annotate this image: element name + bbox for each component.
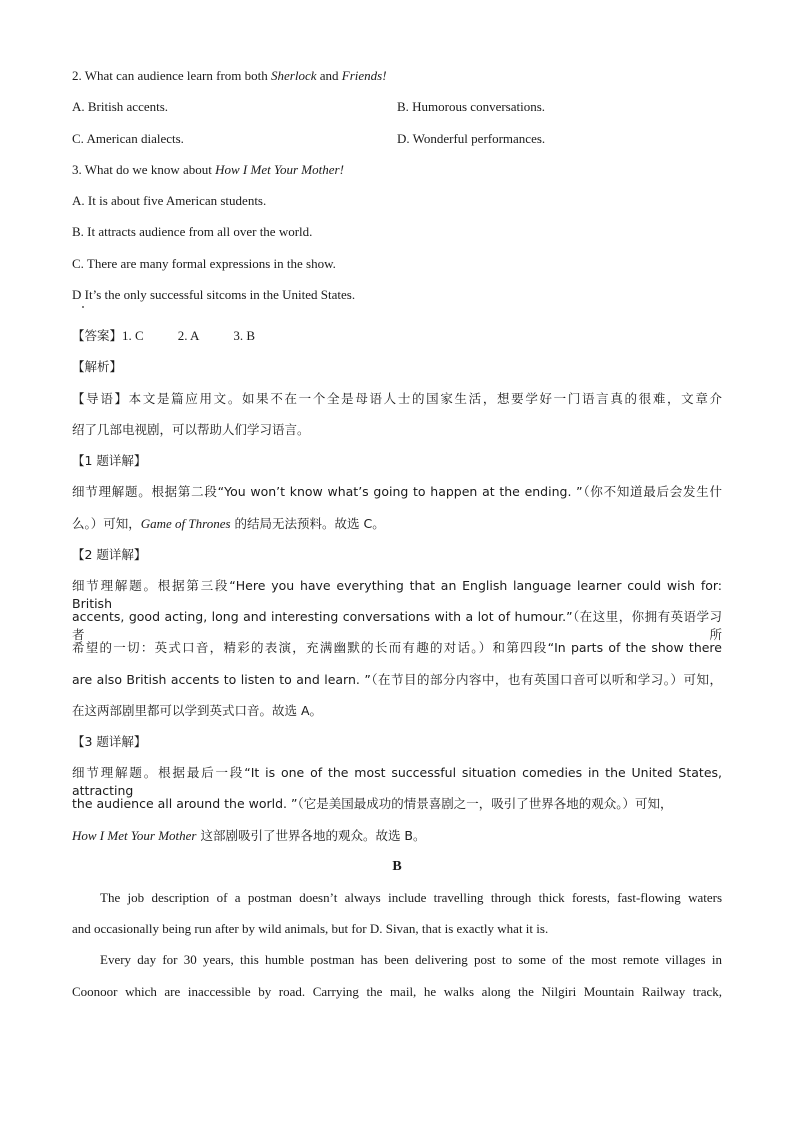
answer-3: 3. B — [233, 328, 256, 343]
section-b-p2-line-2: Coonoor which are inaccessible by road. Carrying the mail, he walks along the Nilgiri Mountain Railway track, — [72, 984, 722, 999]
answer-label: 【答案】 — [72, 328, 123, 343]
q2-stem-title-2: Friends! — [341, 68, 387, 83]
detail-3-line-3 — [72, 827, 722, 845]
detail-2-line-4: are also British accents to listen to and learn. ”（在节目的部分内容中，也有英国口音可以听和学习。）可知， — [72, 672, 722, 687]
detail-1-line-2 — [72, 515, 722, 533]
detail-3-line-1: 细节理解题。根据最后一段“It is one of the most successful situation comedies in the United States, attracting — [72, 765, 722, 798]
question-2-stem — [72, 67, 722, 85]
stray-dot-mark — [82, 306, 84, 308]
section-b-p2-line-1: Every day for 30 years, this humble postman has been delivering post to some of the most remote villages in — [100, 952, 722, 967]
detail-2-line-1: 细节理解题。根据第三段“Here you have everything that an English language learner could wish for: British — [72, 578, 722, 611]
question-3-stem — [72, 161, 722, 179]
section-b-p1-line-2: and occasionally being run after by wild animals, but for D. Sivan, that is exactly what it is. — [72, 921, 549, 936]
section-b-heading: B — [392, 859, 402, 874]
detail-3-label: 【3 题详解】 — [72, 734, 147, 749]
answer-line — [72, 327, 722, 345]
detail-3-show-title: How I Met Your Mother — [72, 828, 197, 843]
q2-option-c: C. American dialects. — [72, 131, 184, 146]
q2-stem-prefix: 2. What can audience learn from both — [72, 68, 272, 83]
section-b-p1-line-1: The job description of a postman doesn’t always include travelling through thick forests, fast-flowing waters — [100, 890, 722, 905]
detail-2-label: 【2 题详解】 — [72, 547, 147, 562]
q2-option-b: B. Humorous conversations. — [397, 99, 546, 114]
q3-option-d: D It’s the only successful sitcoms in the United States. — [72, 287, 356, 302]
detail-2-line-5: 在这两部剧里都可以学到英式口音。故选 A。 — [72, 703, 323, 718]
q2-stem-mid: and — [316, 68, 342, 83]
guide-line-2: 绍了几部电视剧，可以帮助人们学习语言。 — [72, 422, 310, 437]
q3-stem-title: How I Met Your Mother! — [215, 162, 344, 177]
q2-option-a: A. British accents. — [72, 99, 169, 114]
detail-3-line-3-post: 这部剧吸引了世界各地的观众。故选 B。 — [196, 828, 426, 843]
answer-1: 1. C — [122, 328, 144, 343]
detail-1-show-title: Game of Thrones — [140, 516, 231, 531]
q3-option-c: C. There are many formal expressions in the show. — [72, 256, 336, 271]
detail-1-line-2-pre: 么。）可知， — [72, 516, 141, 531]
detail-1-line-1: 细节理解题。根据第二段“You won’t know what’s going to happen at the ending. ”（你不知道最后会发生什 — [72, 484, 722, 499]
detail-3-line-2: the audience all around the world. ”（它是美国最成功的情景喜剧之一，吸引了世界各地的观众。）可知， — [72, 796, 673, 811]
q3-stem-prefix: 3. What do we know about — [72, 162, 216, 177]
guide-line-1 — [72, 390, 722, 408]
q3-option-a: A. It is about five American students. — [72, 193, 267, 208]
detail-1-label: 【1 题详解】 — [72, 453, 147, 468]
answer-2: 2. A — [177, 328, 200, 343]
detail-1-line-2-post: 的结局无法预料。故选 C。 — [230, 516, 385, 531]
guide-label: 【导语】 — [72, 391, 129, 406]
analysis-label: 【解析】 — [72, 359, 123, 374]
q3-option-b: B. It attracts audience from all over the world. — [72, 224, 313, 239]
guide-text-1: 本文是篇应用文。如果不在一个全是母语人士的国家生活，想要学好一门语言真的很难，文章介 — [128, 391, 722, 406]
detail-2-line-3: 希望的一切：英式口音，精彩的表演，充满幽默的长而有趣的对话。）和第四段“In parts of the show there — [72, 640, 722, 655]
q2-stem-title-1: Sherlock — [271, 68, 317, 83]
detail-2-line-2: accents, good acting, long and interesting conversations with a lot of humour.”（在这里，你拥有英语学习者所 — [72, 609, 722, 642]
q2-option-d: D. Wonderful performances. — [397, 131, 546, 146]
